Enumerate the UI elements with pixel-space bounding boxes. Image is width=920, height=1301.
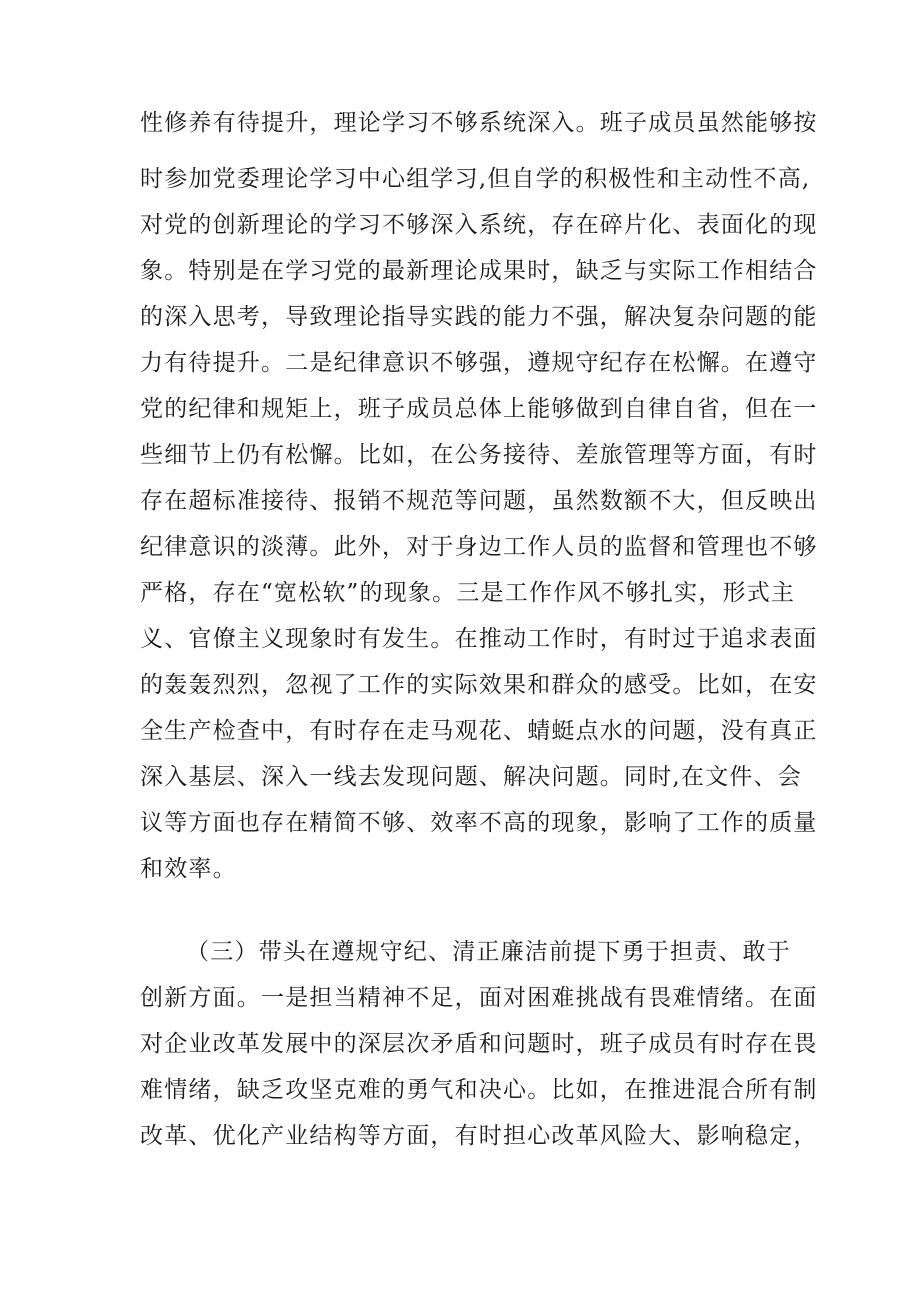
section-heading-line: （三）带头在遵规守纪、清正廉洁前提下勇于担责、敢于 (186, 939, 791, 965)
text-line: 义、官僚主义现象时有发生。在推动工作时，有时过于追求表面 (140, 626, 818, 652)
text-line: 时参加党委理论学习中心组学习,但自学的积极性和主动性不高, (140, 166, 811, 192)
text-line: 对党的创新理论的学习不够深入系统，存在碎片化、表面化的现 (140, 212, 818, 238)
text-line: 的深入思考，导致理论指导实践的能力不强，解决复杂问题的能 (140, 304, 818, 330)
text-line: 的轰轰烈烈，忽视了工作的实际效果和群众的感受。比如，在安 (140, 672, 818, 698)
text-line: 象。特别是在学习党的最新理论成果时，缺乏与实际工作相结合 (140, 258, 818, 284)
text-line: 改革、优化产业结构等方面，有时担心改革风险大、影响稳定， (140, 1123, 818, 1149)
text-line: 些细节上仍有松懈。比如，在公务接待、差旅管理等方面，有时 (140, 442, 818, 468)
text-line: 纪律意识的淡薄。此外，对于身边工作人员的监督和管理也不够 (140, 534, 818, 560)
text-line: 议等方面也存在精简不够、效率不高的现象，影响了工作的质量 (140, 810, 818, 836)
text-line: 存在超标准接待、报销不规范等问题，虽然数额不大，但反映出 (140, 488, 818, 514)
text-line: 和效率。 (140, 856, 237, 882)
text-line: 严格，存在“宽松软”的现象。三是工作作风不够扎实，形式主 (140, 580, 796, 606)
text-line: 性修养有待提升，理论学习不够系统深入。班子成员虽然能够按 (140, 110, 818, 136)
text-line: 对企业改革发展中的深层次矛盾和问题时，班子成员有时存在畏 (140, 1031, 818, 1057)
text-line: 深入基层、深入一线去发现问题、解决问题。同时,在文件、会 (140, 764, 802, 790)
text-line: 创新方面。一是担当精神不足，面对困难挑战有畏难情绪。在面 (140, 985, 818, 1011)
text-line: 全生产检查中，有时存在走马观花、蜻蜓点水的问题，没有真正 (140, 718, 818, 744)
text-line: 力有待提升。二是纪律意识不够强，遵规守纪存在松懈。在遵守 (140, 350, 818, 376)
text-line: 难情绪，缺乏攻坚克难的勇气和决心。比如，在推进混合所有制 (140, 1077, 818, 1103)
text-line: 党的纪律和规矩上，班子成员总体上能够做到自律自省，但在一 (140, 396, 818, 422)
